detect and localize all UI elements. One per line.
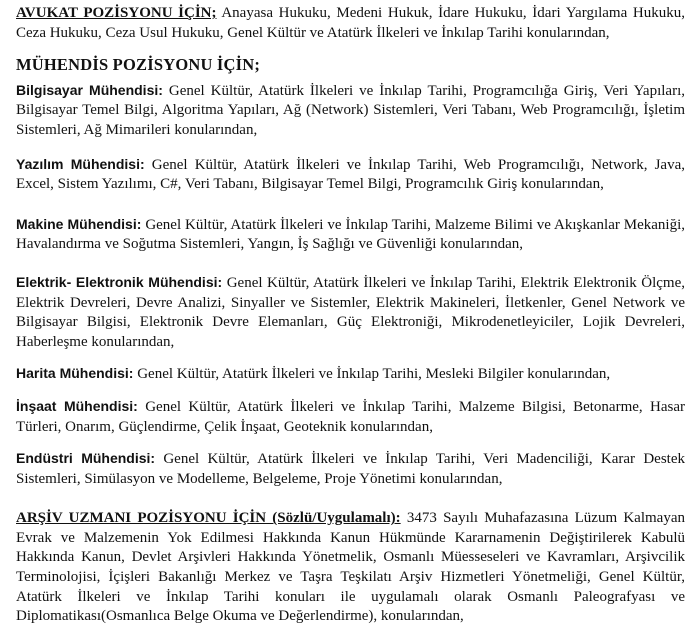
- yazilim-muhendisi-label: Yazılım Mühendisi:: [16, 155, 145, 172]
- arsiv-paragraph: [16, 509, 685, 627]
- makine-muhendisi-text: Genel Kültür, Atatürk İlkeleri ve İnkılap Tarihi, Malzeme Bilimi ve Akışkanlar Mekaniği, Havalandırma ve Soğutma Sistemleri, Yangın, İş Sağlığı ve Güvenliği konularından,: [16, 216, 686, 253]
- muhendis-heading-text: MÜHENDİS POZİSYONU İÇİN;: [16, 55, 261, 75]
- harita-muhendisi-paragraph: [16, 364, 685, 385]
- insaat-muhendisi-text: Genel Kültür, Atatürk İlkeleri ve İnkılap Tarihi, Malzeme Bilgisi, Betonarme, Hasar Türleri, Onarım, Güçlendirme, Çelik İnşaat, Geoteknik konularından,: [16, 398, 685, 435]
- bilgisayar-muhendisi-text: Genel Kültür, Atatürk İlkeleri ve İnkılap Tarihi, Programcılığa Giriş, Veri Yapıları, Bilgisayar Temel Bilgi, Algoritma Yapıları, Ağ (Network) Sistemleri, Veri Tabanı, Web Programcılığı, İşletim Sistemleri, Ağ Mimarileri konularından,: [16, 82, 685, 138]
- makine-muhendisi-label: Makine Mühendisi:: [16, 215, 142, 232]
- yazilim-muhendisi-paragraph: [16, 155, 685, 195]
- arsiv-text: 3473 Sayılı Muhafazasına Lüzum Kalmayan Evrak ve Malzemenin Yok Edilmesi Hakkında Kanun Hükmünde Kararnamenin Değiştirilerek Kabulü Hakkında Kanun, Devlet Arşivleri Hakkında Yönetmelik, Osmanlı Müesseseleri ve Kavramları, Arşivcilik Terminolojisi, İçişleri Bakanlığı Merkez ve Taşra Teşkilatı Arşiv Hizmetleri Yönetmeliği, Genel Kültür, Atatürk İlkeleri ve İnkılap Tarihi konuları ile uygulamalı olarak Osmanlı Paleografyası ve Diplomatikası(Osmanlıca Belge Okuma ve Değerlendirme), konularından,: [16, 510, 685, 625]
- avukat-text: Anayasa Hukuku, Medeni Hukuk, İdare Hukuku, İdari Yargılama Hukuku, Ceza Hukuku, Ceza Usul Hukuku, Genel Kültür ve Atatürk İlkeleri ve İnkılap Tarihi konularından,: [16, 5, 685, 41]
- endustri-muhendisi-paragraph: [16, 449, 685, 489]
- insaat-muhendisi-paragraph: [16, 397, 685, 437]
- yazilim-muhendisi-text: Genel Kültür, Atatürk İlkeleri ve İnkılap Tarihi, Web Programcılığı, Network, Java, Excel, Sistem Yazılımı, C#, Veri Tabanı, Bilgisayar Temel Bilgi, Programcılık Giriş konularından,: [16, 156, 686, 193]
- avukat-paragraph: [16, 4, 685, 43]
- arsiv-heading: ARŞİV UZMANI POZİSYONU İÇİN (Sözlü/Uygulamalı):: [16, 510, 401, 527]
- harita-muhendisi-text: Genel Kültür, Atatürk İlkeleri ve İnkılap Tarihi, Mesleki Bilgiler konularından,: [133, 366, 611, 383]
- document-page: [16, 4, 685, 627]
- endustri-muhendisi-text: Genel Kültür, Atatürk İlkeleri ve İnkılap Tarihi, Veri Madenciliği, Karar Destek Sistemleri, Simülasyon ve Modelleme, Belgeleme, Proje Yönetimi konularından,: [16, 451, 685, 487]
- bilgisayar-muhendisi-paragraph: [16, 81, 685, 141]
- elektrik-elektronik-muhendisi-paragraph: [16, 273, 685, 352]
- makine-muhendisi-paragraph: [16, 215, 685, 255]
- muhendis-heading: [16, 55, 685, 77]
- elektrik-elektronik-muhendisi-text: Genel Kültür, Atatürk İlkeleri ve İnkılap Tarihi, Elektrik Elektronik Ölçme, Elektrik Devreleri, Devre Analizi, Sinyaller ve Sistemler, Elektrik Makineleri, İletkenler, Genel Network ve Bilgisayar Bilgisi, Elektronik Devre Elemanları, Güç Elektroniği, Mikrodenetleyiciler, Lojik Devreleri, Haberleşme konularından,: [16, 274, 685, 350]
- elektrik-elektronik-muhendisi-label: Elektrik- Elektronik Mühendisi:: [16, 273, 223, 290]
- endustri-muhendisi-label: Endüstri Mühendisi:: [16, 450, 156, 467]
- insaat-muhendisi-label: İnşaat Mühendisi:: [16, 397, 138, 414]
- avukat-heading: AVUKAT POZİSYONU İÇİN;: [16, 5, 217, 21]
- bilgisayar-muhendisi-label: Bilgisayar Mühendisi:: [16, 81, 163, 98]
- harita-muhendisi-label: Harita Mühendisi:: [16, 365, 134, 382]
